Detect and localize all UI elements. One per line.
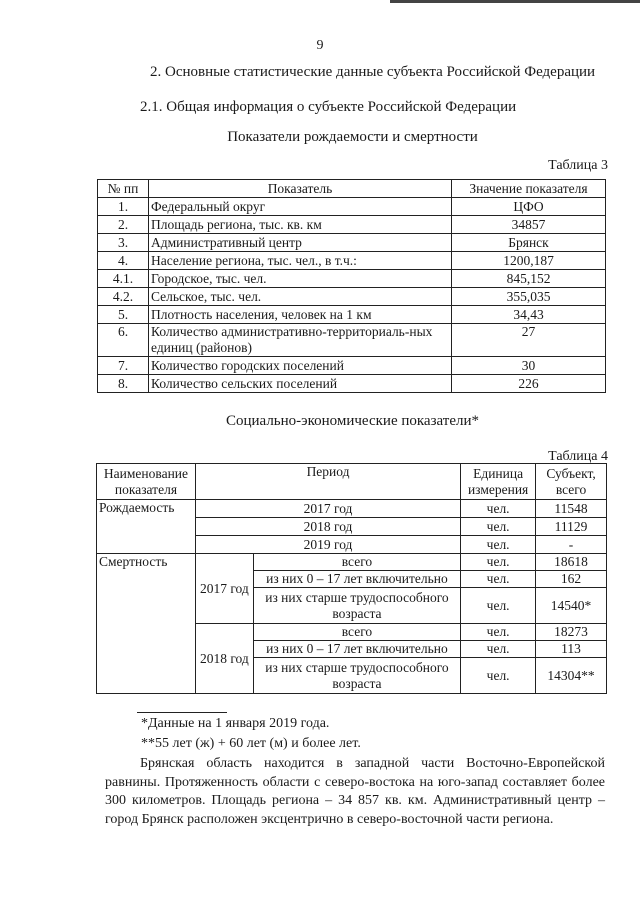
value-cell: 11548 <box>536 500 607 518</box>
indicator-birth: Рождаемость <box>97 500 196 554</box>
row-indicator: Федеральный округ <box>149 198 452 216</box>
unit-cell: чел. <box>461 518 536 536</box>
table4-title: Социально-экономические показатели* <box>225 413 480 429</box>
unit-cell: чел. <box>461 641 536 658</box>
value-cell: 14304** <box>536 658 607 694</box>
value-cell: 18618 <box>536 554 607 571</box>
table-row <box>98 270 606 288</box>
table-header-row <box>98 180 606 198</box>
row-indicator: Площадь региона, тыс. кв. км <box>149 216 452 234</box>
header-cell: Значение показателя <box>452 180 606 198</box>
sub-period-cell: всего <box>253 554 460 571</box>
table-row <box>98 216 606 234</box>
table3-caption: Таблица 3 <box>548 158 608 173</box>
value-cell: 162 <box>536 571 607 588</box>
table-3 <box>97 179 606 393</box>
table-row <box>98 375 606 393</box>
sub-period-cell: из них старше трудоспособного возраста <box>253 658 460 694</box>
body-paragraph: Брянская область находится в западной части Восточно-Европейской равнины. Протяженность области с северо-востока на юго-запад составляет более 300 километров. Площадь региона – 34 857 кв. км. Административный центр – город Брянск расположен эксцентрично в северо-восточной части региона. <box>105 756 605 827</box>
page-number: 9 <box>316 38 324 53</box>
row-value: ЦФО <box>452 198 606 216</box>
sub-period-cell: из них 0 – 17 лет включительно <box>253 571 460 588</box>
subsection-heading: 2.1. Общая информация о субъекте Российской Федерации <box>140 99 517 115</box>
row-number: 4.2. <box>98 288 149 306</box>
row-number: 3. <box>98 234 149 252</box>
row-value: 27 <box>452 324 606 357</box>
row-number: 2. <box>98 216 149 234</box>
period-cell: 2019 год <box>195 536 460 554</box>
row-indicator: Плотность населения, человек на 1 км <box>149 306 452 324</box>
unit-cell: чел. <box>461 554 536 571</box>
table-row <box>98 234 606 252</box>
header-indicator: Наименование показателя <box>97 464 196 500</box>
row-value: 30 <box>452 357 606 375</box>
indicator-death: Смертность <box>97 554 196 694</box>
section-heading: 2. Основные статистические данные субъекта Российской Федерации <box>150 64 596 80</box>
table-row <box>97 554 607 571</box>
table-header-row <box>97 464 607 500</box>
scan-edge-mark <box>390 0 640 3</box>
table-row <box>97 500 607 518</box>
sub-period-cell: всего <box>253 624 460 641</box>
table-4 <box>96 463 607 694</box>
table-row <box>98 198 606 216</box>
footnote-2: **55 лет (ж) + 60 лет (м) и более лет. <box>141 736 361 751</box>
table-row <box>98 324 606 357</box>
row-value: 845,152 <box>452 270 606 288</box>
table4-caption: Таблица 4 <box>548 449 608 464</box>
row-number: 1. <box>98 198 149 216</box>
header-period: Период <box>195 464 460 500</box>
footnote-divider <box>137 712 227 713</box>
table-row <box>98 252 606 270</box>
table-row <box>98 288 606 306</box>
value-cell: 113 <box>536 641 607 658</box>
row-indicator: Количество сельских поселений <box>149 375 452 393</box>
row-value: 34857 <box>452 216 606 234</box>
row-indicator: Население региона, тыс. чел., в т.ч.: <box>149 252 452 270</box>
value-cell: 14540* <box>536 588 607 624</box>
unit-cell: чел. <box>461 588 536 624</box>
row-number: 4.1. <box>98 270 149 288</box>
table-row <box>98 306 606 324</box>
value-cell: 18273 <box>536 624 607 641</box>
year-cell: 2018 год <box>195 624 253 694</box>
year-cell: 2017 год <box>195 554 253 624</box>
value-cell: 11129 <box>536 518 607 536</box>
header-cell: № пп <box>98 180 149 198</box>
header-cell: Показатель <box>149 180 452 198</box>
row-number: 6. <box>98 324 149 357</box>
unit-cell: чел. <box>461 624 536 641</box>
period-cell: 2017 год <box>195 500 460 518</box>
row-number: 7. <box>98 357 149 375</box>
row-number: 8. <box>98 375 149 393</box>
row-value: 1200,187 <box>452 252 606 270</box>
row-indicator: Количество административно-территориаль-ных единиц (районов) <box>149 324 452 357</box>
row-value: 34,43 <box>452 306 606 324</box>
header-unit: Единица измерения <box>461 464 536 500</box>
sub-period-cell: из них 0 – 17 лет включительно <box>253 641 460 658</box>
table3-title: Показатели рождаемости и смертности <box>227 129 478 145</box>
unit-cell: чел. <box>461 500 536 518</box>
row-indicator: Городское, тыс. чел. <box>149 270 452 288</box>
row-value: 355,035 <box>452 288 606 306</box>
row-value: Брянск <box>452 234 606 252</box>
value-cell: - <box>536 536 607 554</box>
period-cell: 2018 год <box>195 518 460 536</box>
row-number: 4. <box>98 252 149 270</box>
table-row <box>98 357 606 375</box>
row-number: 5. <box>98 306 149 324</box>
row-indicator: Административный центр <box>149 234 452 252</box>
unit-cell: чел. <box>461 571 536 588</box>
sub-period-cell: из них старше трудоспособного возраста <box>253 588 460 624</box>
footnote-1: *Данные на 1 января 2019 года. <box>141 716 330 731</box>
unit-cell: чел. <box>461 658 536 694</box>
row-value: 226 <box>452 375 606 393</box>
unit-cell: чел. <box>461 536 536 554</box>
row-indicator: Количество городских поселений <box>149 357 452 375</box>
row-indicator: Сельское, тыс. чел. <box>149 288 452 306</box>
header-subject: Субъект, всего <box>536 464 607 500</box>
